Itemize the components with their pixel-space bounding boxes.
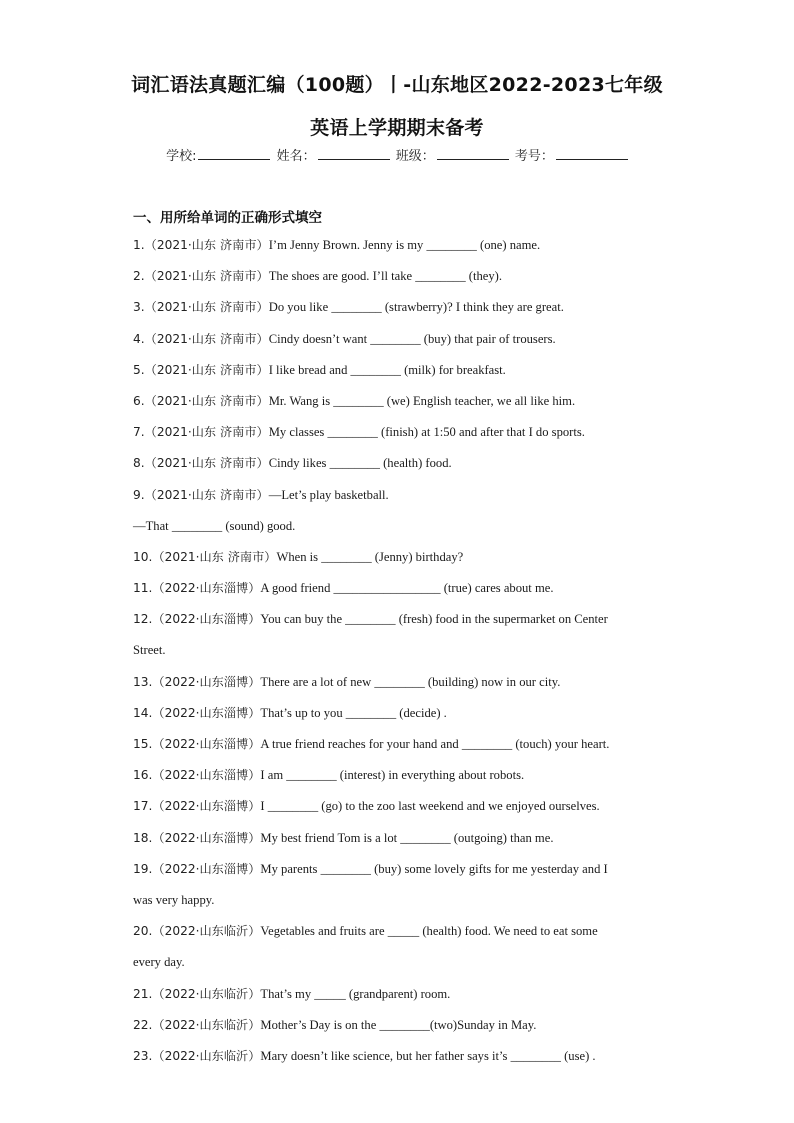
question-text: every day. [133, 955, 185, 970]
question-line [133, 791, 663, 822]
page-title-line-1: 词汇语法真题汇编（100题）丨-山东地区2022-2023七年级 [131, 74, 663, 96]
question-line [133, 324, 663, 355]
question-line [133, 542, 663, 573]
question-line [133, 230, 663, 261]
question-line [133, 635, 663, 666]
question-source: 11.（2022·山东淄博） [133, 581, 261, 596]
question-text: Cindy likes ________ (health) food. [268, 456, 452, 471]
question-source: 14.（2022·山东淄博） [133, 705, 261, 720]
question-source: 7.（2021·山东 济南市） [133, 425, 269, 440]
question-source: 18.（2022·山东淄博） [133, 830, 261, 845]
question-text: Mary doesn’t like science, but her father says it’s ________ (use) . [260, 1048, 596, 1063]
question-list [133, 230, 663, 1072]
question-source: 15.（2022·山东淄博） [133, 737, 261, 751]
question-line [133, 1010, 663, 1041]
question-line [133, 261, 663, 292]
question-text: My parents ________ (buy) some lovely gifts for me yesterday and I [260, 861, 608, 876]
question-line [133, 823, 663, 854]
name-blank[interactable] [318, 147, 390, 160]
question-source: 12.（2022·山东淄博） [133, 612, 261, 627]
question-source: 20.（2022·山东临沂） [133, 924, 261, 939]
question-line [133, 979, 663, 1010]
school-blank[interactable] [198, 147, 270, 160]
question-text: My best friend Tom is a lot ________ (outgoing) than me. [260, 830, 554, 845]
question-line [133, 885, 663, 916]
question-text: A true friend reaches for your hand and ________ (touch) your heart. [260, 737, 610, 751]
class-label: 班级： [395, 149, 435, 164]
question-line [133, 511, 663, 542]
question-line [133, 573, 663, 604]
question-source: 2.（2021·山东 济南市） [133, 269, 269, 284]
question-source: 17.（2022·山东淄博） [133, 799, 261, 814]
question-source: 21.（2022·山东临沂） [133, 986, 261, 1001]
question-text: I am ________ (interest) in everything about robots. [260, 768, 525, 783]
question-line [133, 1041, 663, 1072]
question-text: Do you like ________ (strawberry)? I think they are great. [268, 300, 564, 315]
question-source: 16.（2022·山东淄博） [133, 768, 261, 783]
question-source: 3.（2021·山东 济南市） [133, 300, 269, 315]
question-text: My classes ________ (finish) at 1:50 and after that I do sports. [268, 425, 585, 440]
exam-number-label: 考号： [514, 149, 554, 164]
question-line [133, 760, 663, 791]
exam-number-blank[interactable] [556, 147, 628, 160]
question-text: A good friend _________________ (true) cares about me. [260, 581, 554, 596]
question-text: When is ________ (Jenny) birthday? [276, 549, 464, 564]
question-source: 10.（2021·山东 济南市） [133, 549, 277, 564]
name-field [277, 145, 390, 164]
question-text: I’m Jenny Brown. Jenny is my ________ (one) name. [268, 238, 541, 252]
question-text: Street. [133, 643, 166, 658]
question-source: 9.（2021·山东 济南市） [133, 487, 269, 502]
question-text: That’s up to you ________ (decide) . [260, 705, 447, 720]
question-text: Vegetables and fruits are _____ (health) food. We need to eat some [260, 924, 598, 939]
question-line [133, 355, 663, 386]
question-text: Mr. Wang is ________ (we) English teacher, we all like him. [268, 393, 576, 408]
question-text: —That ________ (sound) good. [133, 518, 296, 533]
question-line [133, 480, 663, 511]
class-field [396, 145, 509, 164]
question-text: Cindy doesn’t want ________ (buy) that pair of trousers. [268, 331, 556, 346]
question-line [133, 417, 663, 448]
question-line [133, 667, 663, 698]
question-source: 13.（2022·山东淄博） [133, 674, 261, 689]
school-field [166, 145, 270, 164]
question-line [133, 916, 663, 947]
question-source: 22.（2022·山东临沂） [133, 1017, 261, 1032]
question-line [133, 386, 663, 417]
question-text: You can buy the ________ (fresh) food in the supermarket on Center [260, 612, 608, 627]
question-text: The shoes are good. I’ll take ________ (they). [268, 269, 502, 284]
question-source: 5.（2021·山东 济南市） [133, 362, 269, 377]
question-source: 23.（2022·山东临沂） [133, 1048, 261, 1063]
question-text: I ________ (go) to the zoo last weekend and we enjoyed ourselves. [260, 799, 600, 814]
class-blank[interactable] [437, 147, 509, 160]
section-heading: 一、用所给单词的正确形式填空 [133, 210, 322, 226]
question-source: 1.（2021·山东 济南市） [133, 238, 269, 252]
question-line [133, 947, 663, 978]
question-line [133, 854, 663, 885]
question-source: 8.（2021·山东 济南市） [133, 456, 269, 471]
question-line [133, 729, 663, 760]
school-label: 学校: [166, 149, 197, 164]
question-text: There are a lot of new ________ (building) now in our city. [260, 674, 561, 689]
question-text: That’s my _____ (grandparent) room. [260, 986, 451, 1001]
page-title-line-2: 英语上学期期末备考 [310, 117, 484, 139]
question-source: 6.（2021·山东 济南市） [133, 393, 269, 408]
question-text: I like bread and ________ (milk) for breakfast. [268, 362, 506, 377]
question-text: was very happy. [133, 892, 215, 907]
question-source: 4.（2021·山东 济南市） [133, 331, 269, 346]
question-line [133, 698, 663, 729]
name-label: 姓名： [276, 149, 316, 164]
student-info-line [0, 145, 794, 164]
question-text: Mother’s Day is on the ________(two)Sunday in May. [260, 1017, 537, 1032]
question-line [133, 448, 663, 479]
question-text: —Let’s play basketball. [268, 487, 389, 502]
question-source: 19.（2022·山东淄博） [133, 861, 261, 876]
exam-number-field [515, 145, 628, 164]
question-line [133, 292, 663, 323]
question-line [133, 604, 663, 635]
